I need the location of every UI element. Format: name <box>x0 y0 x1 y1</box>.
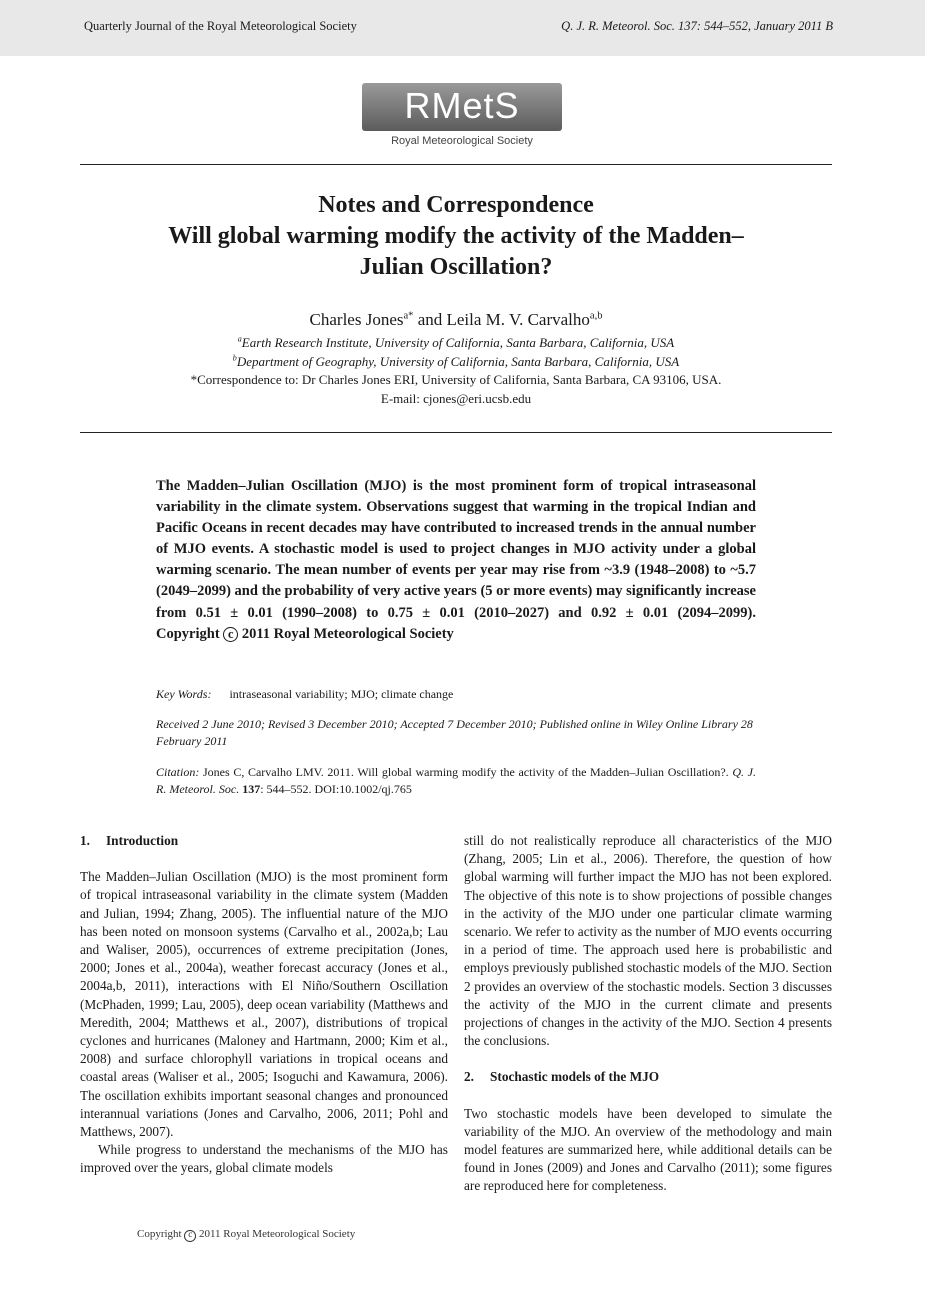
email: E-mail: cjones@eri.ucsb.edu <box>380 390 532 406</box>
author-2-sup: a,b <box>589 310 603 322</box>
section-heading-stochastic-models: 2. Stochastic models of the MJO <box>464 1069 660 1085</box>
left-column <box>80 832 448 1178</box>
title-line-1: Notes and Correspondence <box>318 192 594 218</box>
right-column <box>464 832 832 1196</box>
journal-name: Quarterly Journal of the Royal Meteorological Society <box>84 19 357 33</box>
affil-a-sup: a <box>237 334 242 344</box>
affiliations <box>80 334 832 408</box>
citation-label: Citation: <box>156 765 200 779</box>
footer-copyright-icon: c <box>184 1230 196 1242</box>
section-heading-introduction: 1. Introduction <box>80 833 179 848</box>
citation-block: Citation: Jones C, Carvalho LMV. 2011. Will global warming modify the activity of the Madden–Julian Oscillation?. Q. J. R. Meteorol. Soc. 137: 544–552. DOI:10.1002/qj.765 <box>156 765 756 796</box>
keywords <box>156 686 756 703</box>
logo-society-name: Royal Meteorological Society <box>391 135 533 147</box>
affil-a: Earth Research Institute, University of California, Santa Barbara, California, USA <box>241 335 675 350</box>
affil-b-sup: b <box>232 353 237 363</box>
affil-b: Department of Geography, University of California, Santa Barbara, California, USA <box>236 353 680 369</box>
abstract-rule <box>80 432 832 433</box>
author-1: Charles Jones <box>309 310 404 329</box>
keywords-value: intraseasonal variability; MJO; climate change <box>229 687 454 701</box>
intro-paragraph-2: While progress to understand the mechanisms of the MJO has improved over the years, global climate models <box>80 1142 448 1176</box>
running-header <box>0 0 925 56</box>
author-conj: and <box>413 310 447 329</box>
author-list <box>80 310 832 330</box>
abstract <box>156 476 756 645</box>
abstract-copyright: Copyright c 2011 Royal Meteorological Society <box>156 625 454 642</box>
keywords-label: Key Words: <box>156 687 212 701</box>
title-line-2: Will global warming modify the activity of the Madden–Julian Oscillation? <box>168 223 744 280</box>
abstract-text: The Madden–Julian Oscillation (MJO) is the most prominent form of tropical intraseasonal variability in the climate system. Observations suggest that warming in the tropical Indian and Pacific Oceans in recent decades may have contributed to increased trends in the annual number of MJO events. A stochastic model is used to project changes in MJO activity under a global warming scenario. The mean number of events per year may rise from ~3.9 (1948–2008) to ~5.7 (2049–2099) and the probability of very active years (5 or more events) may significantly increase from 0.51 ± 0.01 (1990–2008) to 0.75 ± 0.01 (2010–2027) and 0.92 ± 0.01 (2094–2099). <box>156 478 756 621</box>
top-rule <box>80 164 832 165</box>
correspondence: *Correspondence to: Dr Charles Jones ERI, University of California, Santa Barbara, CA 93106, USA. <box>190 372 722 387</box>
author-1-sup: a* <box>403 310 414 322</box>
journal-citation: Q. J. R. Meteorol. Soc. 137: 544–552, January 2011 B <box>561 19 833 33</box>
section-2-paragraph-1: Two stochastic models have been developed to simulate the variability of the MJO. An overview of the methodology and main model features are summarized here, while additional details can be found in Jones (2009) and Jones and Carvalho (2011); some figures are reproduced here for completeness. <box>464 1105 832 1194</box>
rmets-logo <box>362 83 562 153</box>
author-2: Leila M. V. Carvalho <box>446 310 590 329</box>
page-footer: Copyright c 2011 Royal Meteorological Society <box>137 1228 356 1240</box>
logo-mark <box>362 83 562 131</box>
logo-mark-text: RMetS <box>404 85 520 126</box>
intro-paragraph-3: still do not realistically reproduce all characteristics of the MJO (Zhang, 2005; Lin et al., 2006). Therefore, the question of how global warming will further impact the MJO has not been explored. The objective of this note is to show projections of possible changes in the activity of the MJO under one particular climate warming scenario. We refer to activity as the number of MJO events occurring in a period of time. The approach used here is probabilistic and employs previously published stochastic models of the MJO. Section 2 provides an overview of the stochastic models. Section 3 discusses the activity of the MJO in the current climate and presents projections of changes in the activity of the MJO. Section 4 presents the conclusions. <box>464 833 832 1049</box>
article-title <box>80 190 832 283</box>
intro-paragraph-1: The Madden–Julian Oscillation (MJO) is the most prominent form of tropical intraseasonal variability in the climate system (Madden and Julian, 1994; Zhang, 2005). The influential nature of the MJO has been noted on monsoon systems (Carvalho et al., 2002a,b; Lau and Waliser, 2005), occurrences of extreme precipitation (Jones, 2000; Jones et al., 2004a), weather forecast accuracy (Jones et al., 2004a,b, 2011), interactions with El Niño/Southern Oscillation (McPhaden, 1999; Lau, 2005), deep ocean variability (Matthews and Meredith, 2004; Matthews et al., 2007), distributions of tropical cyclones and hurricanes (Maloney and Hartmann, 2000; Kim et al., 2008) and surface chlorophyll variations in tropical oceans and coastal areas (Waliser et al., 2005; Isoguchi and Kawamura, 2006). The oscillation exhibits important seasonal changes and pronounced interannual variations (Jones and Carvalho, 2006, 2011; Pohl and Matthews, 2007). <box>80 869 448 1140</box>
copyright-icon: c <box>223 627 238 642</box>
received-dates: Received 2 June 2010; Revised 3 December 2010; Accepted 7 December 2010; Published online in Wiley Online Library 28 February 2011 <box>156 717 753 748</box>
